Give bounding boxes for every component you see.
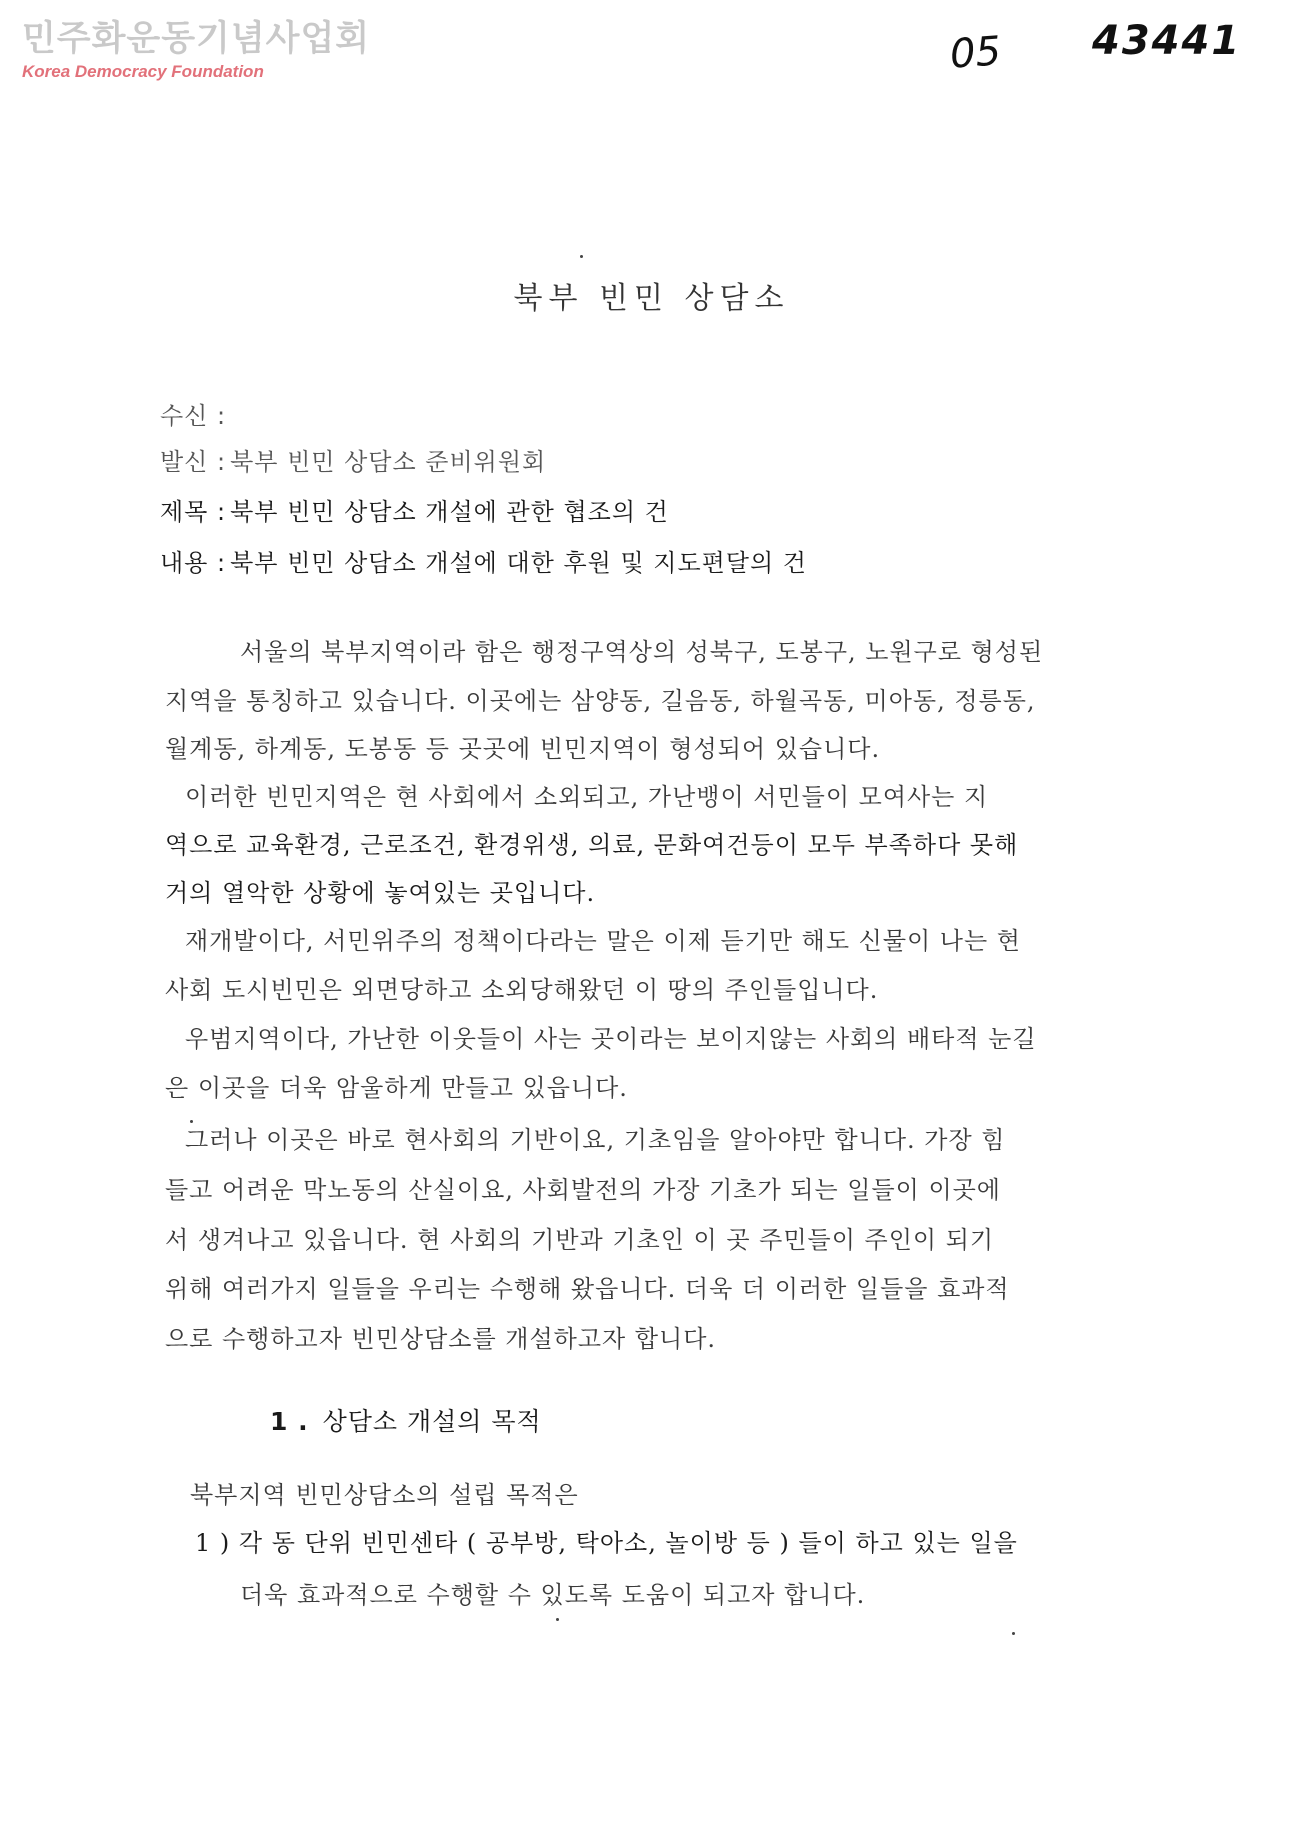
- field-subject-label: 제목 :: [160, 498, 227, 526]
- watermark-english: Korea Democracy Foundation: [22, 62, 264, 81]
- body-line: 역으로 교육환경, 근로조건, 환경위생, 의료, 문화여건등이 모두 부족하다 못해: [165, 831, 1019, 859]
- field-content: [160, 543, 807, 578]
- body-line: 재개발이다, 서민위주의 정책이다라는 말은 이제 듣기만 해도 신물이 나는 현: [185, 927, 1021, 955]
- body-line: 서울의 북부지역이라 함은 행정구역상의 성북구, 도봉구, 노원구로 형성된: [240, 638, 1044, 666]
- scan-speck: [1012, 1632, 1015, 1635]
- field-content-label: 내용 :: [160, 549, 227, 577]
- field-sender-value: 북부 빈민 상담소 준비위원회: [230, 448, 547, 476]
- body-line: 월계동, 하계동, 도봉동 등 곳곳에 빈민지역이 형성되어 있습니다.: [165, 735, 881, 763]
- watermark-korean: 민주화운동기념사업회: [22, 19, 371, 59]
- section-line: 더욱 효과적으로 수행할 수 있도록 도움이 되고자 합니다.: [240, 1581, 866, 1609]
- section-heading: [270, 1402, 542, 1438]
- field-recipient: [160, 396, 230, 431]
- field-sender: [160, 442, 546, 477]
- body-line: 지역을 통칭하고 있습니다. 이곳에는 삼양동, 길음동, 하월곡동, 미아동, 정릉동,: [165, 687, 1036, 715]
- scan-speck: [190, 1120, 193, 1123]
- body-line: 으로 수행하고자 빈민상담소를 개설하고자 합니다.: [165, 1325, 717, 1353]
- section-title: 상담소 개설의 목적: [322, 1407, 542, 1436]
- section-line: 1 ) 각 동 단위 빈민센타 ( 공부방, 탁아소, 놀이방 등 ) 들이 하고 있는 일을: [195, 1529, 1018, 1557]
- scan-speck: [580, 255, 583, 258]
- section-number: 1 .: [270, 1407, 309, 1436]
- body-line: 그러나 이곳은 바로 현사회의 기반이요, 기초임을 알아야만 합니다. 가장 힘: [185, 1126, 1006, 1154]
- field-subject: [160, 492, 669, 527]
- archive-number: 43441: [1092, 18, 1242, 64]
- body-line: 들고 어려운 막노동의 산실이요, 사회발전의 가장 기초가 되는 일들이 이곳에: [165, 1176, 1001, 1204]
- scan-speck: [556, 1618, 559, 1621]
- archive-code: 05: [948, 28, 1003, 78]
- body-line: 은 이곳을 더욱 암울하게 만들고 있읍니다.: [165, 1074, 628, 1102]
- body-line: 사회 도시빈민은 외면당하고 소외당해왔던 이 땅의 주인들입니다.: [165, 976, 879, 1004]
- body-line: 이러한 빈민지역은 현 사회에서 소외되고, 가난뱅이 서민들이 모여사는 지: [185, 783, 989, 811]
- document-title: 북부 빈민 상담소: [513, 281, 790, 316]
- body-line: 위해 여러가지 일들을 우리는 수행해 왔읍니다. 더욱 더 이러한 일들을 효과적: [165, 1275, 1010, 1303]
- body-line: 서 생겨나고 있읍니다. 현 사회의 기반과 기초인 이 곳 주민들이 주인이 되기: [165, 1226, 995, 1254]
- body-line: 거의 열악한 상황에 놓여있는 곳입니다.: [165, 879, 596, 907]
- watermark: [22, 18, 370, 82]
- section-line: 북부지역 빈민상담소의 설립 목적은: [190, 1481, 579, 1509]
- body-line: 우범지역이다, 가난한 이웃들이 사는 곳이라는 보이지않는 사회의 배타적 눈길: [185, 1025, 1037, 1053]
- field-subject-value: 북부 빈민 상담소 개설에 관한 협조의 건: [230, 498, 669, 526]
- field-sender-label: 발신 :: [160, 448, 227, 476]
- field-recipient-label: 수신 :: [160, 402, 227, 430]
- field-content-value: 북부 빈민 상담소 개설에 대한 후원 및 지도편달의 건: [230, 549, 807, 577]
